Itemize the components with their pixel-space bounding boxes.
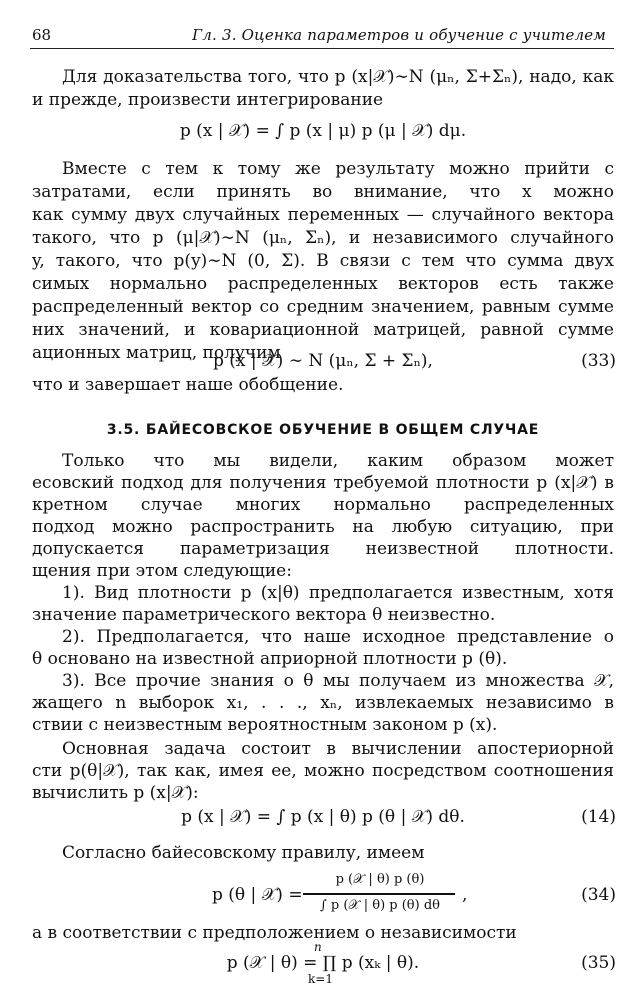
paragraph-line: затратами, если принять во внимание, что x можно <box>32 182 614 202</box>
paragraph-line: Только что мы видели, каким образом может <box>62 451 614 471</box>
paragraph-line: что и завершает наше обобщение. <box>32 375 344 395</box>
product-upper-limit: n <box>314 940 322 954</box>
paragraph-line: щения при этом следующие: <box>32 561 292 581</box>
page-number: 68 <box>32 26 52 44</box>
equation-number-14: (14) <box>581 807 616 827</box>
list-item-line: θ основано на известной априорной плотности p (θ). <box>32 649 508 669</box>
formula-34-lhs: p (θ | 𝒳) = <box>212 885 303 905</box>
fraction-bar <box>303 893 455 895</box>
paragraph-line: сти p(θ|𝒳), так как, имея ее, можно посредством соотношения <box>32 761 614 781</box>
list-item-line: ствии с неизвестным вероятностным законом p (x). <box>32 715 498 735</box>
paragraph-line: как сумму двух случайных переменных — случайного вектора <box>32 205 614 225</box>
formula-integral-mu: p (x | 𝒳) = ∫ p (x | μ) p (μ | 𝒳) dμ. <box>179 121 467 141</box>
paragraph-line: а в соответствии с предположением о независимости <box>32 923 517 943</box>
equation-number-33: (33) <box>581 351 616 371</box>
formula-34-numerator: p (𝒳 | θ) p (θ) <box>335 872 425 887</box>
list-item-line: 3). Все прочие знания о θ мы получаем из множества 𝒳, <box>62 671 614 691</box>
page-header <box>30 24 614 49</box>
list-item-line: значение параметрического вектора θ неизвестно. <box>32 605 496 625</box>
paragraph-line: такого, что p (μ|𝒳)∼N (μₙ, Σₙ), и независимого случайного <box>32 228 614 248</box>
paragraph-line: симых нормально распределенных векторов есть также <box>32 274 614 294</box>
running-head: Гл. 3. Оценка параметров и обучение с учителем <box>192 26 606 44</box>
formula-34-tail: , <box>462 885 468 905</box>
paragraph-line: Вместе с тем к тому же результату можно прийти с <box>62 159 614 179</box>
list-item-line: 2). Предполагается, что наше исходное представление о <box>62 627 614 647</box>
paragraph-line: Согласно байесовскому правилу, имеем <box>62 843 425 863</box>
paragraph-line: y, такого, что p(y)∼N (0, Σ). В связи с тем что сумма двух <box>32 251 614 271</box>
paragraph-line: вычислить p (x|𝒳): <box>32 783 199 803</box>
formula-34-denominator: ∫ p (𝒳 | θ) p (θ) dθ <box>320 898 440 913</box>
equation-number-35: (35) <box>581 953 616 973</box>
paragraph-line: Основная задача состоит в вычислении апостериорной <box>62 739 614 759</box>
paragraph-line: есовский подход для получения требуемой плотности p (x|𝒳) в <box>32 473 614 493</box>
paragraph-line: и прежде, произвести интегрирование <box>32 90 384 110</box>
section-heading: 3.5. БАЙЕСОВСКОЕ ОБУЧЕНИЕ В ОБЩЕМ СЛУЧАЕ <box>106 422 540 438</box>
paragraph-line: допускается параметризация неизвестной плотности. <box>32 539 614 559</box>
formula-14: p (x | 𝒳) = ∫ p (x | θ) p (θ | 𝒳) dθ. <box>181 807 465 827</box>
formula-33: p (x | 𝒳) ∼ N (μₙ, Σ + Σₙ), <box>213 351 433 371</box>
paragraph-line: ационных матриц, получим <box>32 343 281 363</box>
paragraph-line: кретном случае многих нормально распределенных <box>32 495 614 515</box>
product-lower-limit: k=1 <box>308 972 333 986</box>
list-item-line: жащего n выборок x₁, . . ., xₙ, извлекаемых независимо в <box>32 693 614 713</box>
paragraph-line: Для доказательства того, что p (x|𝒳)∼N (μₙ, Σ+Σₙ), надо, как <box>62 67 614 87</box>
paragraph-line: подход можно распространить на любую ситуацию, при <box>32 517 614 537</box>
paragraph-line: распределенный вектор со средним значением, равным сумме <box>32 297 614 317</box>
formula-35: p (𝒳 | θ) = ∏ p (xₖ | θ). <box>226 953 420 973</box>
equation-number-34: (34) <box>581 885 616 905</box>
list-item-line: 1). Вид плотности p (x|θ) предполагается известным, хотя <box>62 583 614 603</box>
paragraph-line: них значений, и ковариационной матрицей, равной сумме <box>32 320 614 340</box>
